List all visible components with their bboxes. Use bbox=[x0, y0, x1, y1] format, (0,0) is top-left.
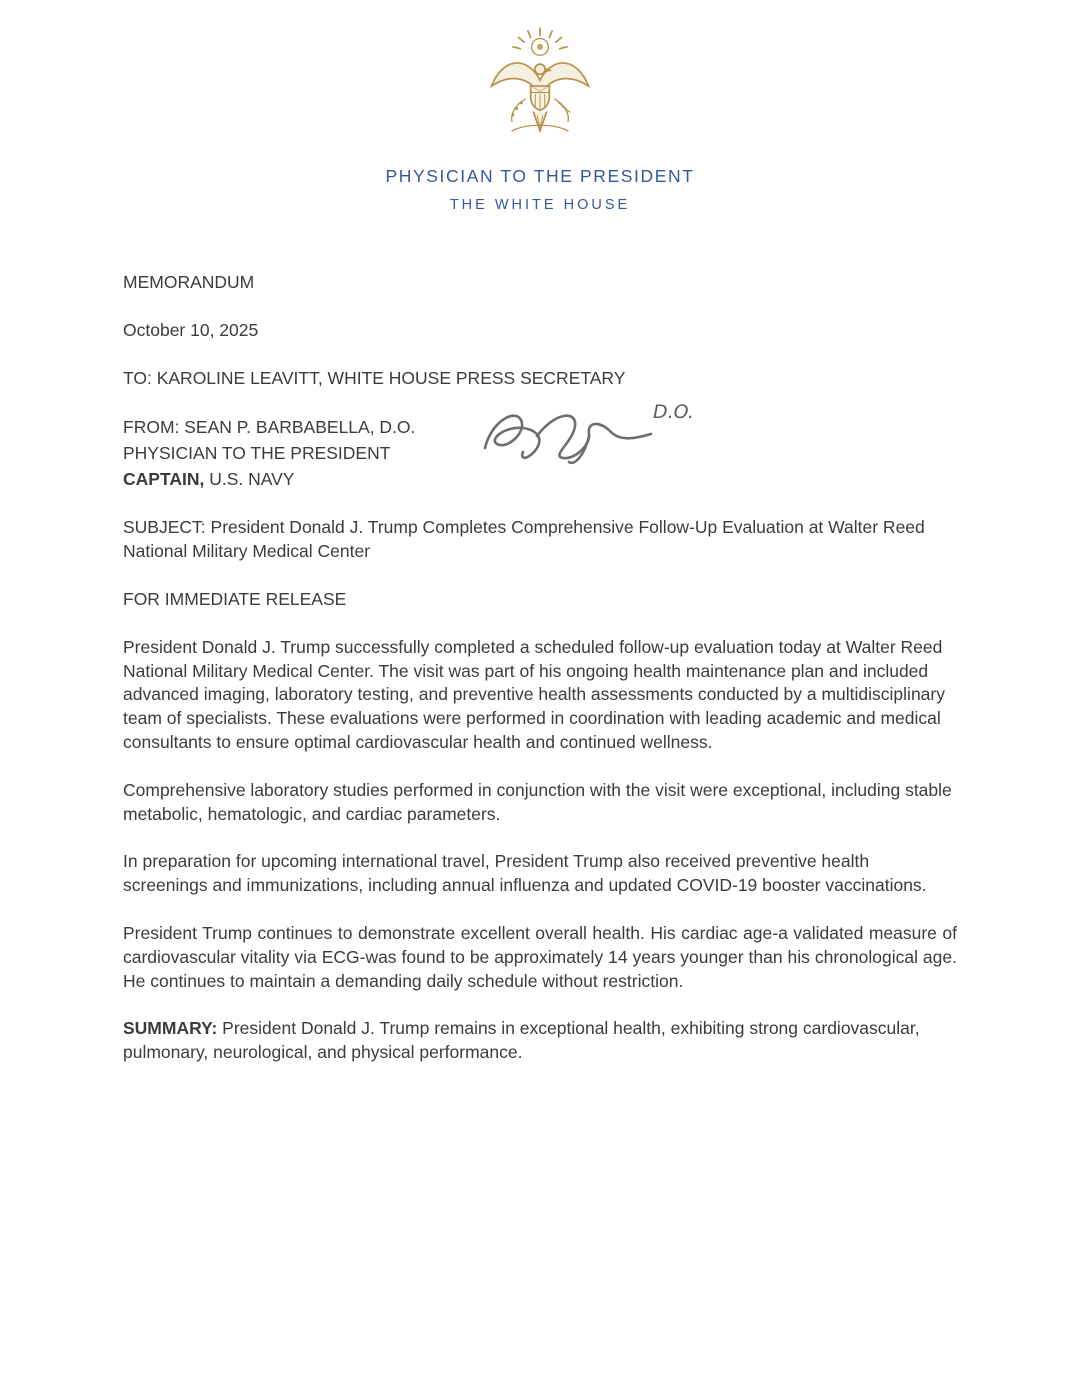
letterhead-title: PHYSICIAN TO THE PRESIDENT bbox=[385, 166, 695, 186]
from-title-line: PHYSICIAN TO THE PRESIDENT bbox=[123, 443, 391, 464]
memo-content bbox=[123, 271, 957, 1065]
paragraph-4: President Trump continues to demonstrate excellent overall health. His cardiac age-a validated measure of cardiovascular vitality via ECG-was found to be approximately 14 years younger than his chronological age. He continues to maintain a demanding daily schedule without restriction. bbox=[123, 922, 957, 991]
from-rank-line bbox=[123, 466, 957, 492]
from-rank-bold: CAPTAIN, bbox=[123, 469, 205, 490]
presidential-seal-icon bbox=[484, 26, 596, 148]
summary-label: SUMMARY: bbox=[123, 1018, 218, 1039]
summary-text: President Donald J. Trump remains in exceptional health, exhibiting strong cardiovascular, pulmonary, neurological, and physical performance. bbox=[123, 1018, 920, 1063]
summary-paragraph bbox=[123, 1017, 957, 1065]
letterhead-subtitle: THE WHITE HOUSE bbox=[449, 197, 631, 213]
letterhead bbox=[0, 26, 1080, 213]
from-line: FROM: SEAN P. BARBABELLA, D.O. bbox=[123, 417, 416, 438]
seal-container bbox=[0, 26, 1080, 148]
to-line: TO: KAROLINE LEAVITT, WHITE HOUSE PRESS SECRETARY bbox=[123, 367, 626, 388]
subject-line: SUBJECT: President Donald J. Trump Completes Comprehensive Follow-Up Evaluation at Walter Reed National Military Medical Center bbox=[123, 517, 925, 562]
signature-do-text: D.O. bbox=[653, 401, 694, 424]
memorandum-label: MEMORANDUM bbox=[123, 272, 255, 292]
date-line: October 10, 2025 bbox=[123, 319, 259, 340]
paragraph-3: In preparation for upcoming international travel, President Trump also received preventive health screenings and immunizations, including annual influenza and updated COVID-19 booster vaccinations. bbox=[123, 851, 927, 896]
from-block bbox=[123, 401, 957, 492]
paragraph-1: President Donald J. Trump successfully completed a scheduled follow-up evaluation today at Walter Reed National Military Medical Center. The visit was part of his ongoing health maintenance plan and included advanced imaging, laboratory testing, and preventive health assessments conducted by a multidisciplinary team of specialists. These evaluations were performed in coordination with leading academic and medical consultants to ensure optimal cardiovascular health and continued wellness. bbox=[123, 636, 945, 752]
release-line: FOR IMMEDIATE RELEASE bbox=[123, 588, 347, 609]
paragraph-2: Comprehensive laboratory studies performed in conjunction with the visit were exceptional, including stable metabolic, hematologic, and cardiac parameters. bbox=[123, 779, 952, 824]
from-rank-rest: U.S. NAVY bbox=[204, 469, 295, 490]
